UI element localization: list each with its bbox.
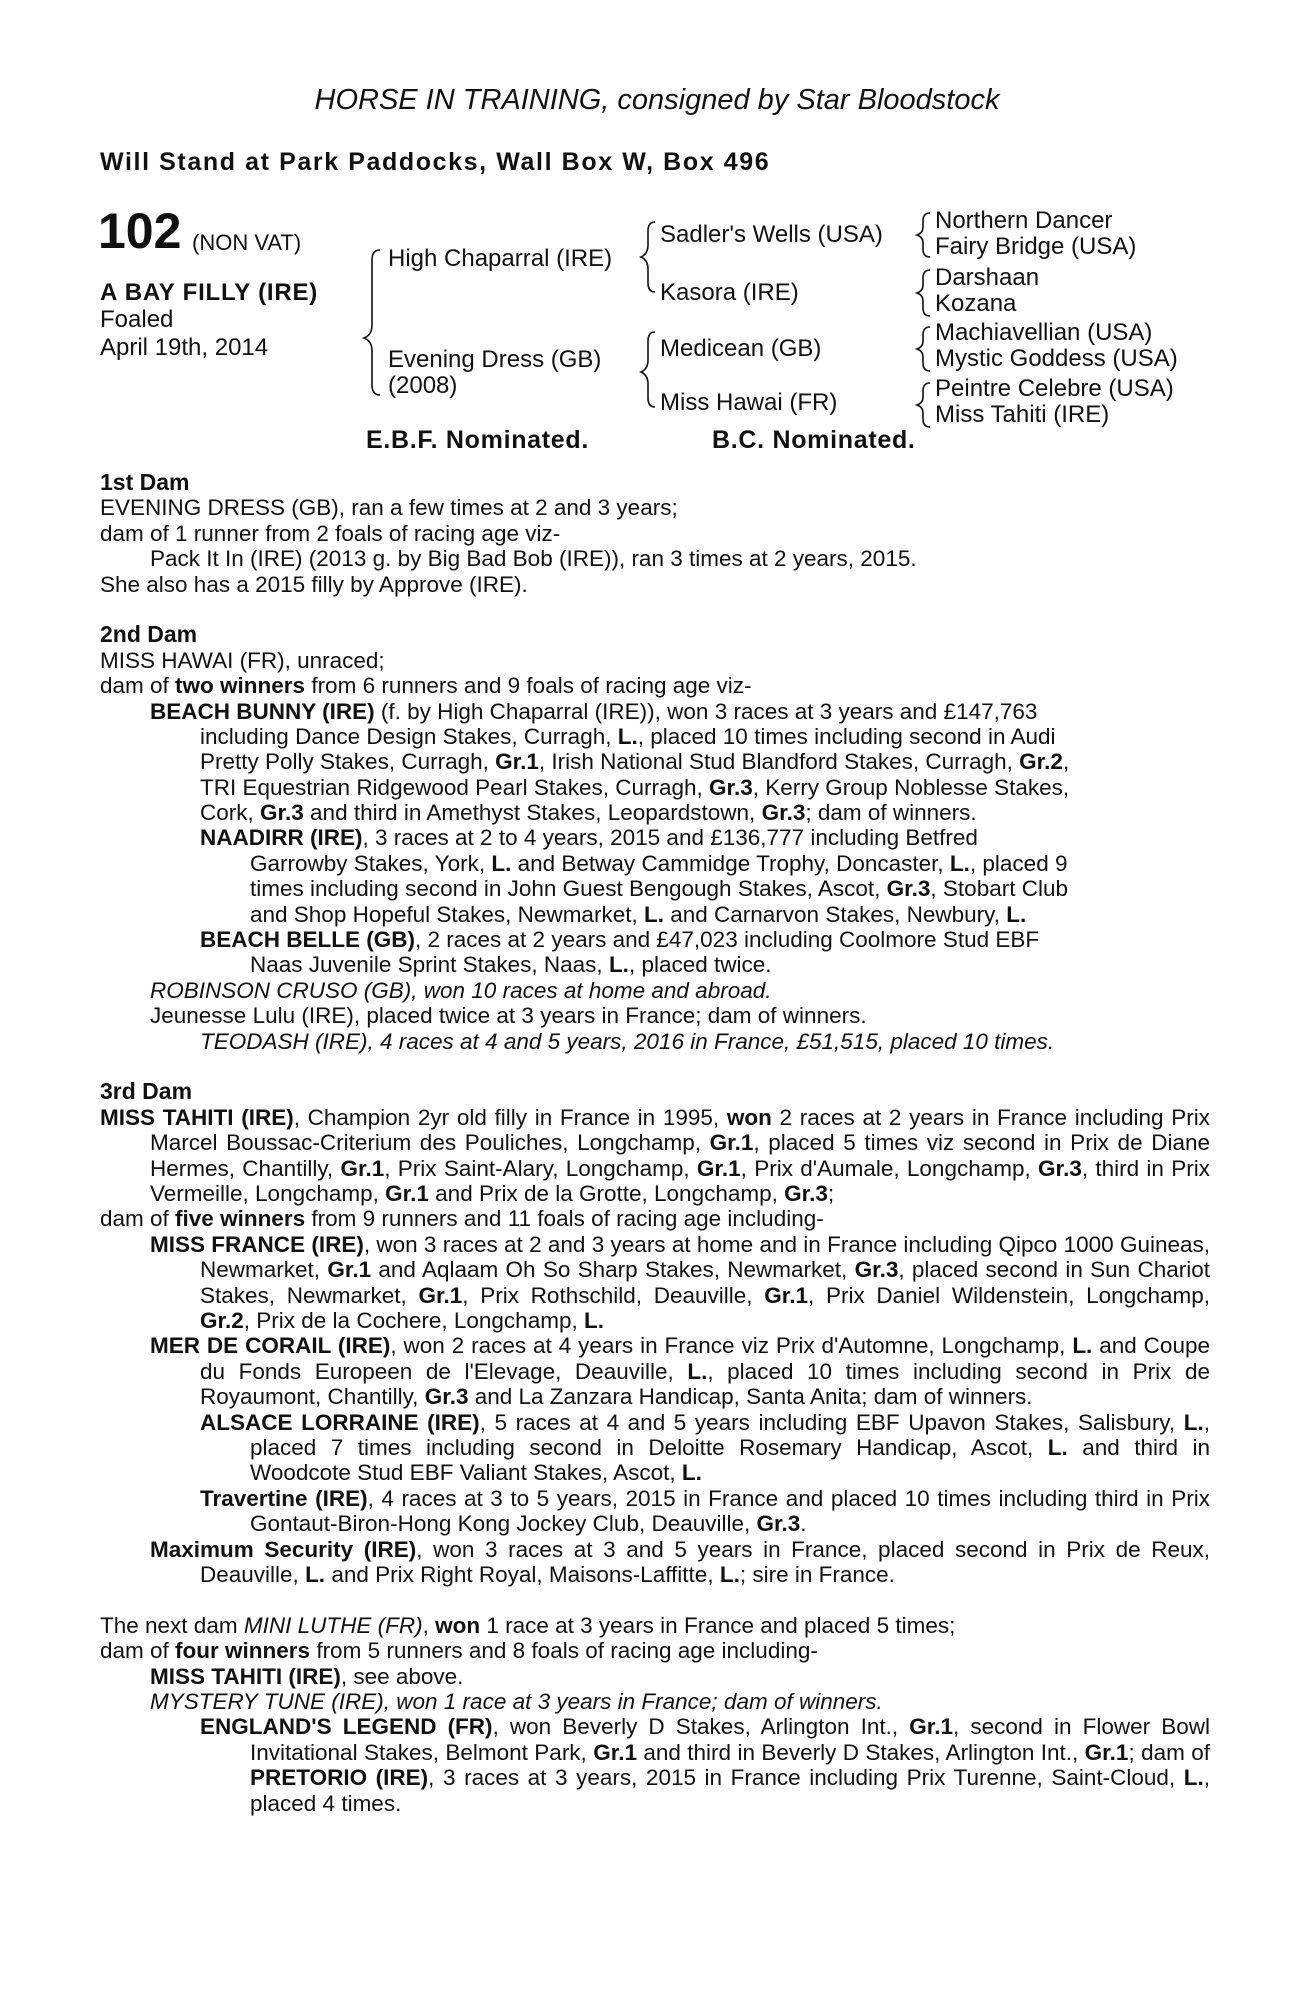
bc-nomination: B.C. Nominated. [712, 426, 916, 454]
next-dam-line: dam of four winners from 5 runners and 8 foals of racing age including- [100, 1638, 818, 1664]
progeny-entry: Travertine (IRE), 4 races at 3 to 5 years, 2015 in France and placed 10 times including third in Prix Gontaut-Biron-Hong Kong Jockey Club, Deauville, Gr.3. [200, 1485, 1210, 1537]
dam-dam: Miss Hawai (FR) [660, 389, 838, 416]
progeny-entry-cont: Garrowby Stakes, York, L. and Betway Cammidge Trophy, Doncaster, L., placed 9 [250, 850, 1068, 876]
next-dam-line: The next dam MINI LUTHE (FR), won 1 race at 3 years in France and placed 5 times; [100, 1612, 956, 1638]
progeny-entry: ENGLAND'S LEGEND (FR), won Beverly D Stakes, Arlington Int., Gr.1, second in Flower Bowl Invitational Stakes, Belmont Park, Gr.1 and third in Beverly D Stakes, Arlington Int., Gr.1; dam of PRETORIO (IRE), 3 races at 3 years, 2015 in France including Prix Turenne, Saint-Cloud, L., placed 4 times. [200, 1714, 1211, 1816]
progeny-entry: TEODASH (IRE), 4 races at 4 and 5 years, 2016 in France, £51,515, placed 10 times. [200, 1028, 1055, 1054]
second-dam-line: dam of two winners from 6 runners and 9 foals of racing age viz- [100, 673, 752, 699]
progeny-entry-cont: Pretty Polly Stakes, Curragh, Gr.1, Irish National Stud Blandford Stakes, Curragh, Gr.2, [200, 749, 1070, 775]
first-dam-line: EVENING DRESS (GB), ran a few times at 2 and 3 years; [100, 495, 678, 521]
progeny-entry: MISS FRANCE (IRE), won 3 races at 2 and 3 years at home and in France including Qipco 1000 Guineas, Newmarket, Gr.1 and Aqlaam Oh So Sharp Stakes, Newmarket, Gr.3, placed second in Sun Chariot Stakes, Newmarket, Gr.1, Prix Rothschild, Deauville, Gr.1, Prix Daniel Wildenstein, Longchamp, Gr.2, Prix de la Cochere, Longchamp, L. [150, 1231, 1210, 1333]
first-dam-line: She also has a 2015 filly by Approve (IRE). [100, 571, 528, 597]
ancestor-7: Peintre Celebre (USA) [935, 375, 1174, 402]
second-dam-line: MISS HAWAI (FR), unraced; [100, 647, 385, 673]
gen3-bracket-2 [917, 270, 930, 316]
progeny-entry: BEACH BUNNY (IRE) (f. by High Chaparral (IRE)), won 3 races at 3 years and £147,763 [150, 698, 1038, 724]
stand-location: Will Stand at Park Paddocks, Wall Box W, Box 496 [100, 148, 771, 176]
progeny-entry-cont: and Shop Hopeful Stakes, Newmarket, L. and Carnarvon Stakes, Newbury, L. [250, 901, 1027, 927]
progeny-entry: NAADIRR (IRE), 3 races at 2 to 4 years, 2015 and £136,777 including Betfred [200, 825, 978, 851]
progeny-entry-cont: Cork, Gr.3 and third in Amethyst Stakes, Leopardstown, Gr.3; dam of winners. [200, 800, 977, 826]
ancestor-2: Fairy Bridge (USA) [935, 233, 1137, 260]
lot-number: 102 [98, 203, 182, 259]
vat-status: (NON VAT) [192, 230, 302, 255]
third-dam-para: MISS TAHITI (IRE), Champion 2yr old filly in France in 1995, won 2 races at 2 years in France including Prix Marcel Boussac-Criterium des Pouliches, Longchamp, Gr.1, placed 5 times viz second in Prix de Diane Hermes, Chantilly, Gr.1, Prix Saint-Alary, Longchamp, Gr.1, Prix d'Aumale, Longchamp, Gr.3, third in Prix Vermeille, Longchamp, Gr.1 and Prix de la Grotte, Longchamp, Gr.3; [100, 1104, 1211, 1206]
sire-dam: Kasora (IRE) [660, 279, 799, 306]
progeny-entry: Maximum Security (IRE), won 3 races at 3 and 5 years in France, placed second in Prix de Reux, Deauville, L. and Prix Right Royal, Maisons-Laffitte, L.; sire in France. [150, 1536, 1210, 1588]
progeny-entry-cont: TRI Equestrian Ridgewood Pearl Stakes, Curragh, Gr.3, Kerry Group Noblesse Stakes, [200, 774, 1070, 800]
ancestor-1: Northern Dancer [935, 207, 1113, 234]
progeny-entry-cont: including Dance Design Stakes, Curragh, L., placed 10 times including second in Audi [200, 723, 1056, 749]
gen3-bracket-3 [917, 327, 930, 371]
foaled-label: Foaled [100, 306, 174, 333]
second-dam-heading: 2nd Dam [100, 621, 198, 648]
progeny-entry: MYSTERY TUNE (IRE), won 1 race at 3 years in France; dam of winners. [150, 1689, 883, 1715]
foaled-date: April 19th, 2014 [100, 334, 269, 361]
ancestor-4: Kozana [935, 290, 1017, 317]
progeny-entry: ROBINSON CRUSO (GB), won 10 races at home and abroad. [150, 977, 772, 1003]
ancestor-6: Mystic Goddess (USA) [935, 345, 1178, 372]
progeny-entry-cont: Naas Juvenile Sprint Stakes, Naas, L., placed twice. [250, 952, 772, 978]
progeny-entry: ALSACE LORRAINE (IRE), 5 races at 4 and 5 years including EBF Upavon Stakes, Salisbury, L., placed 7 times including second in Deloitte Rosemary Handicap, Ascot, L. and third in Woodcote Stud EBF Valiant Stakes, Ascot, L. [200, 1409, 1210, 1486]
third-dam-line: dam of five winners from 9 runners and 11 foals of racing age including- [100, 1206, 824, 1232]
first-dam-line: dam of 1 runner from 2 foals of racing age viz- [100, 520, 561, 546]
dam-sire: Medicean (GB) [660, 335, 822, 362]
dam: Evening Dress (GB) [388, 346, 602, 373]
progeny-entry-cont: times including second in John Guest Bengough Stakes, Ascot, Gr.3, Stobart Club [250, 876, 1068, 902]
progeny-entry: Jeunesse Lulu (IRE), placed twice at 3 years in France; dam of winners. [150, 1003, 867, 1029]
sire: High Chaparral (IRE) [388, 245, 613, 272]
ancestor-5: Machiavellian (USA) [935, 319, 1153, 346]
ancestor-3: Darshaan [935, 264, 1040, 291]
progeny-entry: MISS TAHITI (IRE), see above. [150, 1663, 464, 1689]
first-dam-heading: 1st Dam [100, 469, 190, 495]
first-dam-progeny: Pack It In (IRE) (2013 g. by Big Bad Bob (IRE)), ran 3 times at 2 years, 2015. [150, 546, 917, 572]
ebf-nomination: E.B.F. Nominated. [366, 426, 590, 454]
catalogue-header: HORSE IN TRAINING, consigned by Star Bloodstock [314, 84, 1000, 116]
progeny-entry: BEACH BELLE (GB), 2 races at 2 years and £47,023 including Coolmore Stud EBF [200, 927, 1040, 953]
progeny-entry: MER DE CORAIL (IRE), won 2 races at 4 years in France viz Prix d'Automne, Longchamp, L. and Coupe du Fonds Europeen de l'Elevage, Deauville, L., placed 10 times including second in Prix de Royaumont, Chantilly, Gr.3 and La Zanzara Handicap, Santa Anita; dam of winners. [150, 1333, 1210, 1410]
gen2-dam-bracket [641, 332, 655, 407]
dam-record [100, 470, 1210, 1816]
gen3-bracket-1 [917, 213, 930, 257]
dam-year: (2008) [388, 372, 458, 399]
third-dam-heading: 3rd Dam [100, 1078, 193, 1105]
ancestor-8: Miss Tahiti (IRE) [935, 401, 1110, 428]
sire-sire: Sadler's Wells (USA) [660, 221, 883, 248]
gen2-sire-bracket [641, 222, 655, 292]
gen1-bracket [364, 250, 380, 395]
horse-name: A BAY FILLY (IRE) [100, 279, 319, 306]
gen3-bracket-4 [917, 383, 930, 427]
